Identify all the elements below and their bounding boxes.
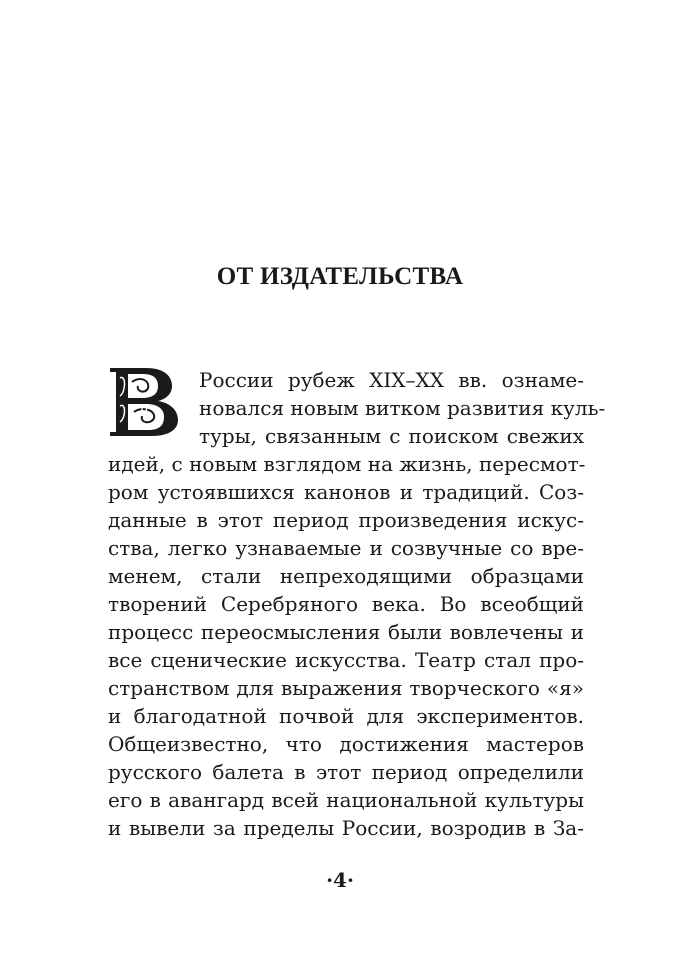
text-line: менем, стали непреходящими образцами bbox=[108, 564, 584, 588]
text-line: России рубеж XIX–XX вв. ознаме- bbox=[199, 368, 584, 392]
text-line: туры, связанным с поиском свежих bbox=[199, 424, 584, 448]
text-line: данные в этот период произведения искус- bbox=[108, 508, 584, 532]
text-line: русского балета в этот период определили bbox=[108, 760, 584, 784]
text-line: и благодатной почвой для экспериментов. bbox=[108, 704, 584, 728]
text-line: идей, с новым взглядом на жизнь, пересмот- bbox=[108, 452, 586, 476]
ornamental-drop-cap bbox=[106, 362, 182, 438]
page-number: ·4· bbox=[326, 868, 354, 892]
text-line: и вывели за пределы России, возродив в За- bbox=[108, 816, 584, 840]
text-line: процесс переосмысления были вовлечены и bbox=[108, 620, 584, 644]
text-line: все сценические искусства. Театр стал про- bbox=[108, 648, 584, 672]
svg-text:В: В bbox=[139, 405, 149, 419]
text-line: его в авангард всей национальной культуры bbox=[108, 788, 584, 812]
text-line: ром устоявшихся канонов и традиций. Соз- bbox=[108, 480, 584, 504]
text-line: новался новым витком развития куль- bbox=[199, 396, 606, 420]
page-title: ОТ ИЗДАТЕЛЬСТВА bbox=[216, 263, 464, 290]
text-line: Общеизвестно, что достижения мастеров bbox=[108, 732, 584, 756]
text-line: ства, легко узнаваемые и созвучные со вре- bbox=[108, 536, 584, 560]
text-line: творений Серебряного века. Во всеобщий bbox=[108, 592, 584, 616]
text-line: странством для выражения творческого «я» bbox=[108, 676, 584, 700]
